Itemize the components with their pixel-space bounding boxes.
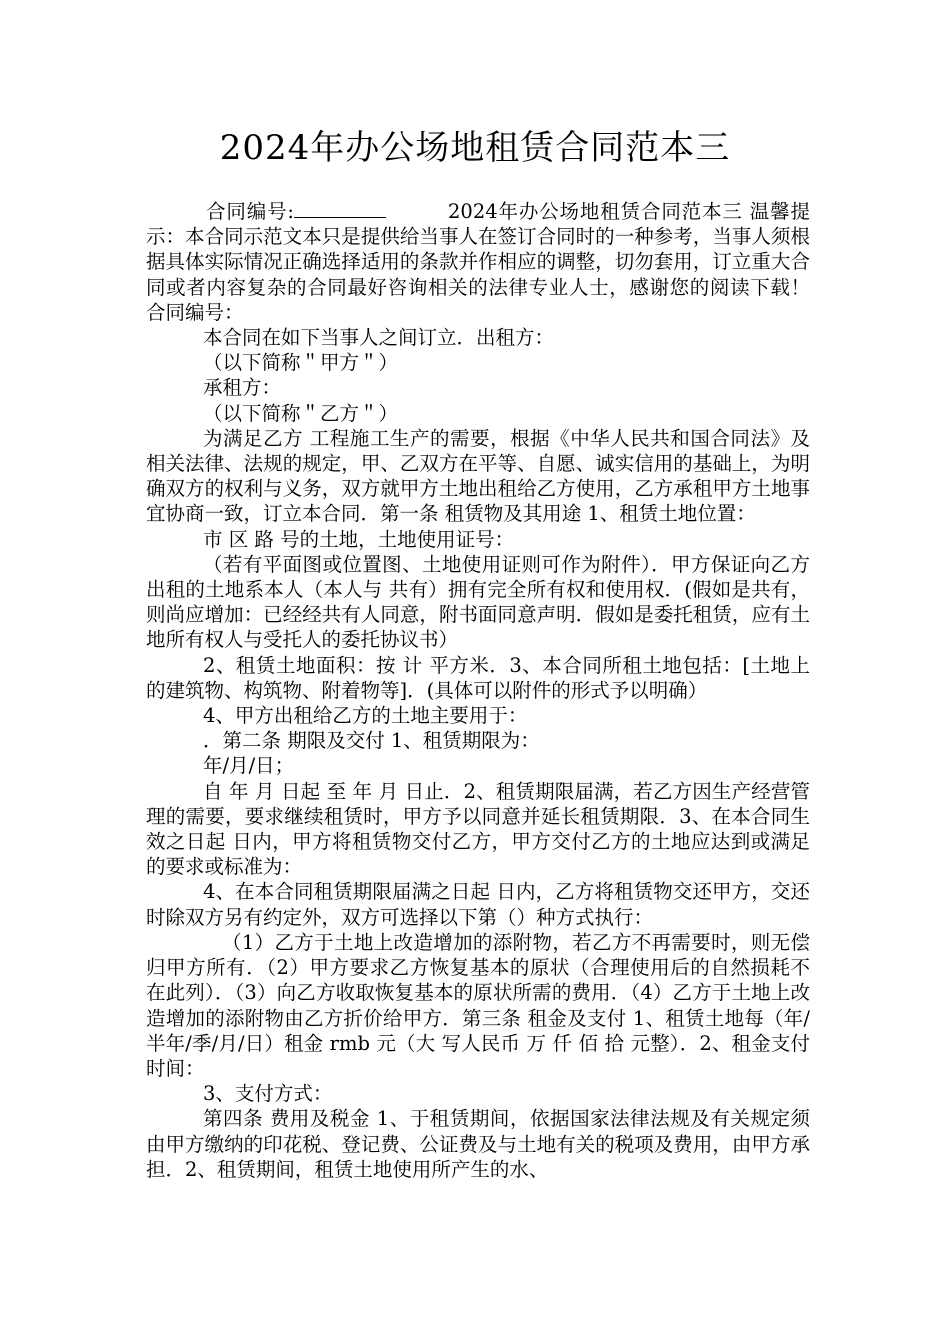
paragraph: 本合同在如下当事人之间订立．出租方： [203,326,555,350]
paragraph: 市 区 路 号的土地，土地使用证号： [203,527,515,551]
paragraph: 3、支付方式： [203,1082,333,1106]
paragraph: 承租方： [203,376,282,400]
paragraph: 2、租赁土地面积：按 计 平方米．3、本合同所租土地包括：[土地上的建筑物、构筑物、附着物等]．(具体可以附件的形式予以明确） [146,653,810,702]
document-title: 2024年办公场地租赁合同范本三 [219,128,731,168]
paragraph: 第四条 费用及税金 1、于租赁期间，依据国家法律法规及有关规定须由甲方缴纳的印花税、登记费、公证费及与土地有关的税项及费用，由甲方承担．2、租赁期间，租赁土地使用所产生的水、 [146,1107,810,1181]
paragraph: 年/月/日； [203,754,295,778]
document-body [146,197,850,1182]
contract-no-field [294,197,386,218]
paragraph: （以下简称＂乙方＂） [203,401,399,425]
contract-no-label: 合同编号: [206,200,294,223]
paragraph: （以下简称＂甲方＂） [203,351,399,375]
paragraph: （1）乙方于土地上改造增加的添附物，若乙方不再需要时，则无偿归甲方所有．（2）甲方要求乙方恢复基本的原状（合理使用后的自然损耗不在此列）．（3）向乙方收取恢复基本的原状所需的费用．（4）乙方于土地上改造增加的添附物由乙方折价给甲方．第三条 租金及支付 1、租赁土地每（年/半年/季/月/日）租金 rmb 元（大 写人民币 万 仟 佰 拾 元整）．2、租金支付时间： [146,930,810,1080]
paragraph: 自 年 月 日起 至 年 月 日止．2、租赁期限届满，若乙方因生产经营管理的需要，要求继续租赁时，甲方予以同意并延长租赁期限．3、在本合同生效之日起 日内，甲方将租赁物交付乙方，甲方交付乙方的土地应达到或满足的要求或标准为： [146,779,810,879]
paragraph-intro [146,197,850,325]
paragraph: （若有平面图或位置图、土地使用证则可作为附件）．甲方保证向乙方出租的土地系本人（本人与 共有）拥有完全所有权和使用权．(假如是共有，则尚应增加：已经经共有人同意，附书面同意声明．假如是委托租赁，应有土地所有权人与受托人的委托协议书） [146,552,810,652]
paragraph-text: 2024年办公场地租赁合同范本三 温馨提示：本合同示范文本只是提供给当事人在签订合同时的一种参考，当事人须根据具体实际情况正确选择适用的条款并作相应的调整，切勿套用，订立重大合同或者内容复杂的合同最好咨询相关的法律专业人士，感谢您的阅读下载！ 合同编号： [146,200,850,324]
paragraph: 为满足乙方 工程施工生产的需要，根据《中华人民共和国合同法》及相关法律、法规的规定，甲、乙双方在平等、自愿、诚实信用的基础上，为明确双方的权利与义务，双方就甲方土地出租给乙方使用，乙方承租甲方土地事宜协商一致，订立本合同．第一条 租赁物及其用途 1、租赁土地位置： [146,426,810,526]
paragraph: 4、在本合同租赁期限届满之日起 日内，乙方将租赁物交还甲方，交还时除双方另有约定外，双方可选择以下第（）种方式执行： [146,880,810,929]
paragraph: 4、甲方出租给乙方的土地主要用于： [203,704,528,728]
paragraph: ．第二条 期限及交付 1、租赁期限为： [203,729,540,753]
